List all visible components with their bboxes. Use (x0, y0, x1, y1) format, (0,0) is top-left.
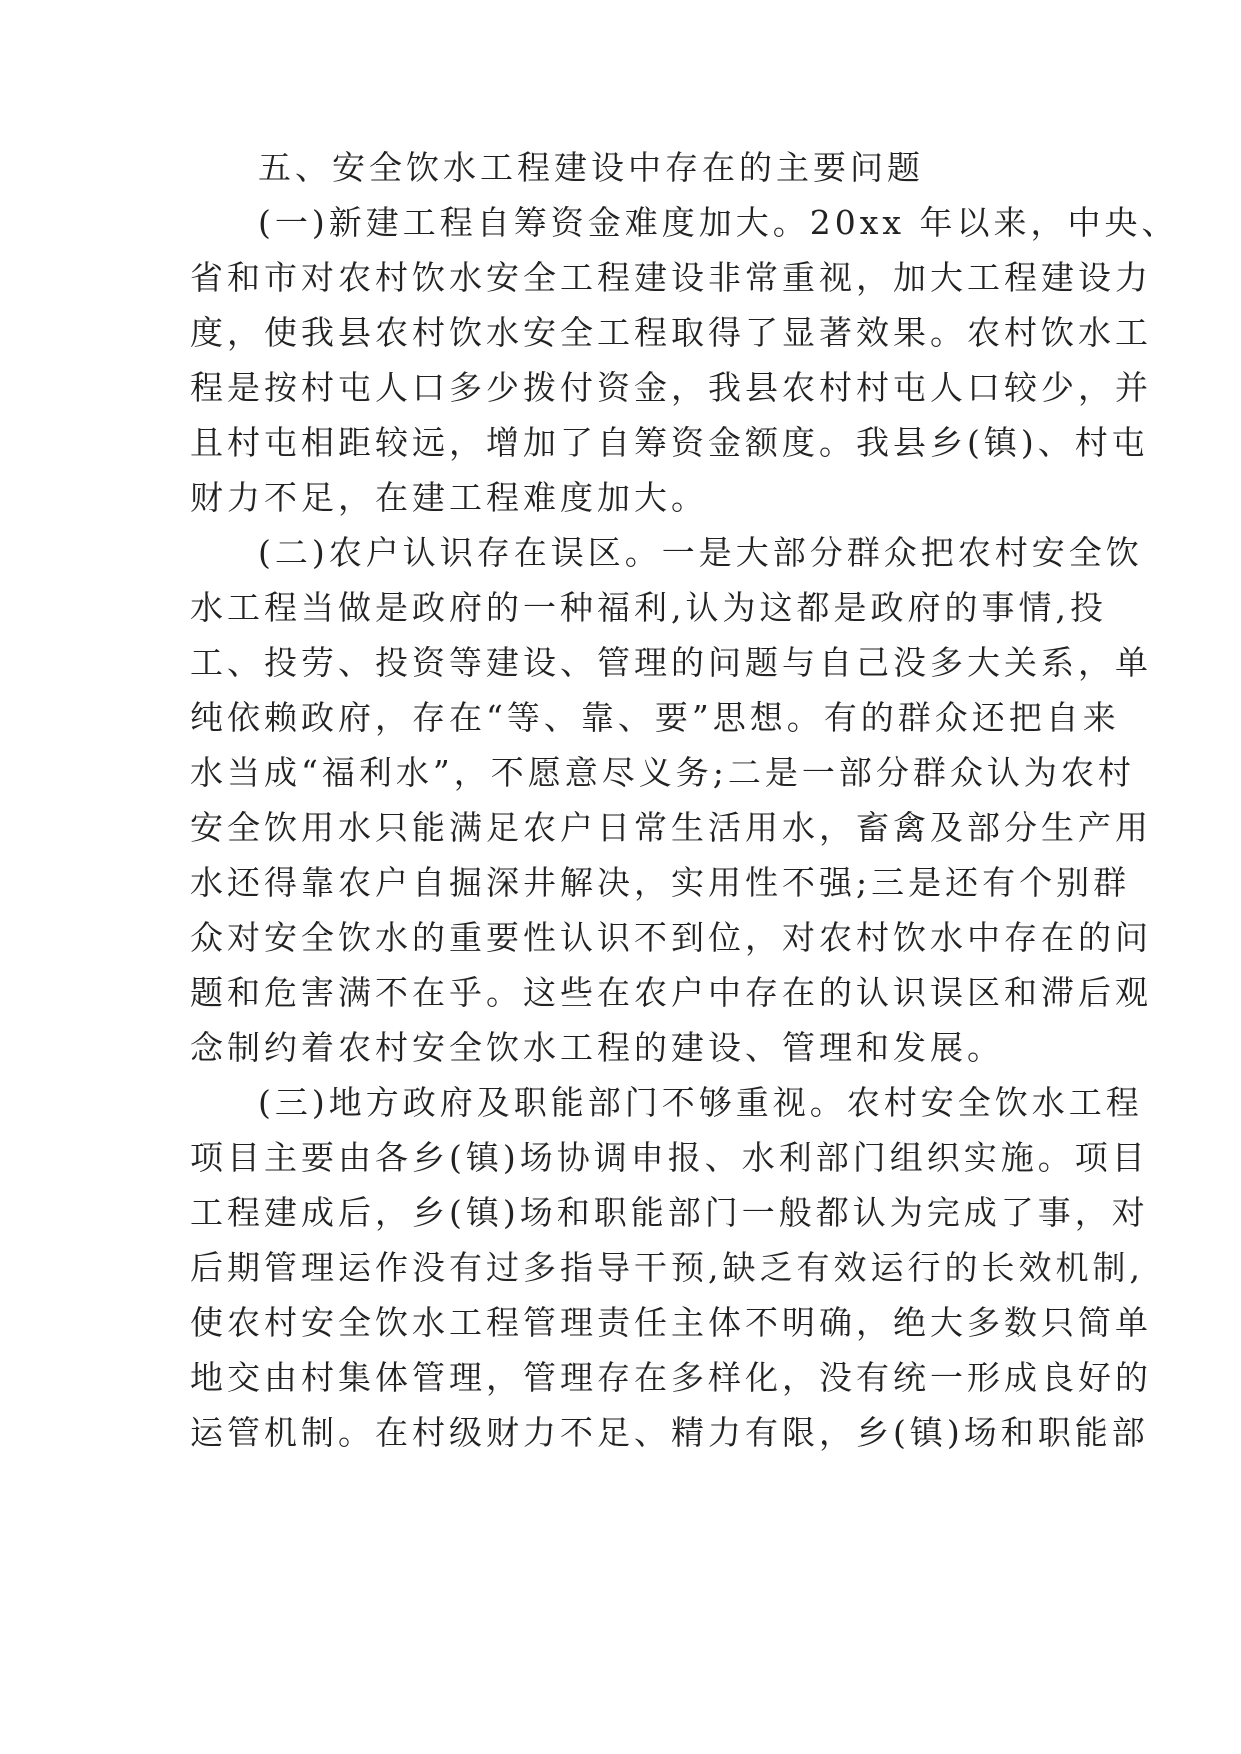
paragraph-3-line-2: 项目主要由各乡(镇)场协调申报、水利部门组织实施。项目 (190, 1138, 1149, 1177)
paragraph-2-line-5: 水当成“福利水”，不愿意尽义务;二是一部分群众认为农村 (190, 753, 1135, 792)
paragraph-3-line-7: 运管机制。在村级财力不足、精力有限，乡(镇)场和职能部 (190, 1413, 1149, 1452)
paragraph-2-line-1: (二)农户认识存在误区。一是大部分群众把农村安全饮 (258, 533, 1143, 572)
paragraph-1-line-4: 程是按村屯人口多少拨付资金，我县农村村屯人口较少，并 (190, 368, 1152, 407)
section-heading: 五、安全饮水工程建设中存在的主要问题 (258, 148, 924, 187)
paragraph-2-line-9: 题和危害满不在乎。这些在农户中存在的认识误区和滞后观 (190, 973, 1152, 1012)
paragraph-1-line-1: (一)新建工程自筹资金难度加大。20xx 年以来，中央、 (258, 203, 1179, 242)
paragraph-3-line-6: 地交由村集体管理，管理存在多样化，没有统一形成良好的 (190, 1358, 1152, 1397)
paragraph-2-line-7: 水还得靠农户自掘深井解决，实用性不强;三是还有个别群 (190, 863, 1131, 902)
paragraph-3-line-4: 后期管理运作没有过多指导干预,缺乏有效运行的长效机制, (190, 1248, 1144, 1287)
paragraph-1-line-5: 且村屯相距较远，增加了自筹资金额度。我县乡(镇)、村屯 (190, 423, 1149, 462)
paragraph-1-line-2: 省和市对农村饮水安全工程建设非常重视，加大工程建设力 (190, 258, 1152, 297)
paragraph-3-line-3: 工程建成后，乡(镇)场和职能部门一般都认为完成了事，对 (190, 1193, 1149, 1232)
paragraph-2-line-6: 安全饮用水只能满足农户日常生活用水，畜禽及部分生产用 (190, 808, 1152, 847)
paragraph-1-line-3: 度，使我县农村饮水安全工程取得了显著效果。农村饮水工 (190, 313, 1152, 352)
paragraph-2-line-8: 众对安全饮水的重要性认识不到位，对农村饮水中存在的问 (190, 918, 1152, 957)
paragraph-2-line-2: 水工程当做是政府的一种福利,认为这都是政府的事情,投 (190, 588, 1107, 627)
paragraph-2-line-4: 纯依赖政府，存在“等、靠、要”思想。有的群众还把自来 (190, 698, 1120, 737)
paragraph-3-line-5: 使农村安全饮水工程管理责任主体不明确，绝大多数只简单 (190, 1303, 1152, 1342)
paragraph-3-line-1: (三)地方政府及职能部门不够重视。农村安全饮水工程 (258, 1083, 1143, 1122)
paragraph-2-line-10: 念制约着农村安全饮水工程的建设、管理和发展。 (190, 1028, 1004, 1067)
paragraph-1-line-6: 财力不足，在建工程难度加大。 (190, 478, 708, 517)
paragraph-2-line-3: 工、投劳、投资等建设、管理的问题与自己没多大关系，单 (190, 643, 1152, 682)
